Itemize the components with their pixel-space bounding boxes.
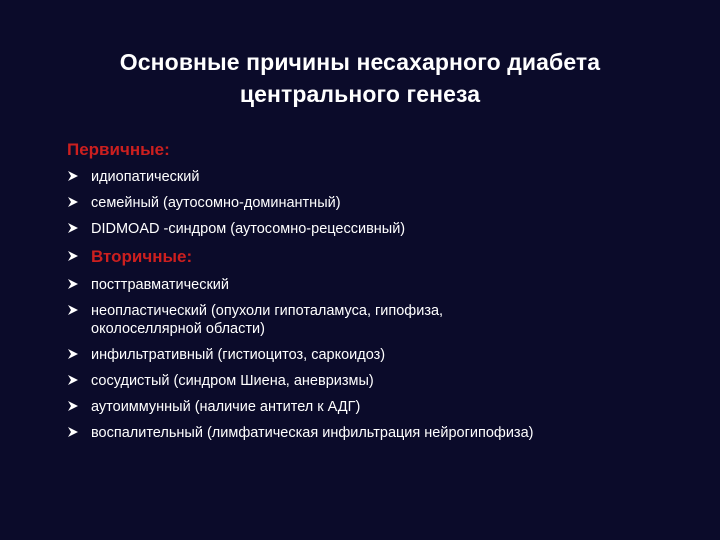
slide-title-line-2: центрального генеза: [239, 81, 481, 107]
slide-title-line-1: Основные причины несахарного диабета: [119, 49, 601, 75]
list-item-text: инфильтративный (гистиоцитоз, саркоидоз): [91, 347, 386, 363]
list-item-text: воспалительный (лимфатическая инфильтрация нейрогипофиза): [91, 425, 534, 441]
list-item-text: семейный (аутосомно-доминантный): [91, 195, 341, 211]
arrowhead-bullet-icon: [67, 170, 79, 182]
list-item-inflammatory: [67, 424, 687, 442]
list-item-text-line-2: околоселлярной области): [91, 321, 265, 337]
slide-content: [67, 139, 687, 450]
primary-causes-heading: Первичные:: [67, 140, 170, 159]
arrowhead-bullet-icon: [67, 348, 79, 360]
list-item-familial: [67, 194, 687, 212]
list-item-text: аутоиммунный (наличие антител к АДГ): [91, 399, 361, 415]
list-item-text-line-1: неопластический (опухоли гипоталамуса, гипофиза,: [91, 303, 444, 319]
secondary-causes-heading: [67, 246, 687, 268]
slide-title: [40, 46, 680, 110]
arrowhead-bullet-icon: [67, 426, 79, 438]
secondary-heading-text: Вторичные:: [91, 247, 193, 266]
arrowhead-bullet-icon: [67, 196, 79, 208]
list-item-didmoad: [67, 220, 687, 238]
causes-list: [67, 168, 687, 442]
list-item-text: DIDMOAD -синдром (аутосомно-рецессивный): [91, 221, 406, 237]
list-item-vascular: [67, 372, 687, 390]
list-item-autoimmune: [67, 398, 687, 416]
arrowhead-bullet-icon: [67, 250, 79, 262]
list-item-neoplastic: [67, 302, 687, 338]
arrowhead-bullet-icon: [67, 222, 79, 234]
list-item-posttraumatic: [67, 276, 687, 294]
list-item-text: идиопатический: [91, 169, 200, 185]
arrowhead-bullet-icon: [67, 304, 79, 316]
list-item-idiopathic: [67, 168, 687, 186]
list-item-infiltrative: [67, 346, 687, 364]
list-item-text: посттравматический: [91, 277, 229, 293]
arrowhead-bullet-icon: [67, 374, 79, 386]
arrowhead-bullet-icon: [67, 400, 79, 412]
list-item-text: сосудистый (синдром Шиена, аневризмы): [91, 373, 374, 389]
arrowhead-bullet-icon: [67, 278, 79, 290]
